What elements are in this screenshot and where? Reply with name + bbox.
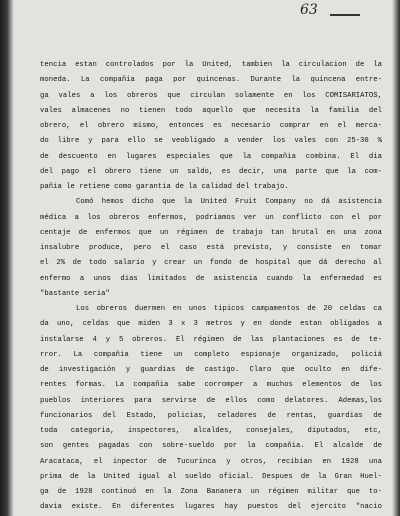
page-number: 63 bbox=[300, 2, 318, 18]
text-line: moneda. La compañia paga por quincenas. Durante la quincena entre- bbox=[40, 76, 382, 85]
text-line: de descuento en lugares especiales que la compañia combina. El dia bbox=[40, 152, 382, 161]
text-line: da uno, celdas que miden 3 x 3 metros y en donde estan obligados a bbox=[40, 320, 382, 329]
text-line: enfermo a unos dias limitados de asistencia cuando la enfermedad es bbox=[40, 274, 382, 283]
text-line: insalubre produce, pero el caso está previsto, y consiste en tomar bbox=[40, 244, 382, 252]
text-line: obrero, el obrero mismo, entonces es necesario comprar en el merca- bbox=[40, 122, 382, 130]
text-line: rror. La compañia tiene un completo espionaje organizado, policiá bbox=[40, 350, 382, 359]
text-line: pueblos interiores para servirse de ellos como delatores. Ademas,los bbox=[40, 396, 382, 405]
text-line: del pago el obrero tiene un saldo, es decir, una parte que la com- bbox=[40, 167, 382, 176]
text-line: ga vales a los obreros que circulan solamente en los COMISARIATOS, bbox=[40, 91, 382, 100]
page-number-underline bbox=[330, 14, 360, 16]
text-line: davia existe. En diferentes lugares hay puestos del ejercito "nacio bbox=[40, 503, 382, 512]
scan-shadow-right bbox=[392, 0, 400, 516]
text-line: toda categoria, inspectores, alcaldes, consejales, diputados, etc, bbox=[40, 427, 382, 435]
text-line: el 2% de todo salario y crear un fondo de hospital que dá derecho al bbox=[40, 259, 382, 268]
scan-shadow-left bbox=[0, 0, 14, 516]
text-line: son gentes pagadas con sobre-sueldo por la compañia. El alcalde de bbox=[40, 442, 382, 451]
text-line: centaje de enfermos que un régimen de trabajo tan brutal en una zona bbox=[40, 228, 382, 237]
text-line: prima de la United igual al sueldo oficial. Despues de la Gran Huel- bbox=[40, 472, 382, 481]
text-line: instalarse 4 y 5 obreros. El régimen de las plantaciones es de te- bbox=[40, 335, 382, 344]
text-line: ga de 1928 continuó en la Zona Bananera un régimen militar que to- bbox=[40, 488, 382, 496]
text-line: funcionarios del Estado, policias, celadores de rentas, guardias de bbox=[40, 411, 382, 420]
text-line: do libre y para ello se veobligado a vender los vales con 25-30 % bbox=[40, 137, 382, 146]
text-line: tencia estan controlados por la United, tambien la circulacion de la bbox=[40, 61, 382, 69]
text-line: vales almacenes no tienen todo aquello que necesita la familia del bbox=[40, 106, 382, 115]
text-line: médica a los obreros enfermos, podriamos ver un conflicto con el por bbox=[40, 213, 382, 222]
text-line: Comó hemos dicho que la United Fruit Company no dá asistencia bbox=[76, 198, 382, 207]
text-line: rentes formas. La compañia sabe corromper a muchos elementos de los bbox=[40, 381, 382, 390]
text-line: "bastante seria" bbox=[40, 289, 110, 298]
text-line: Aracataca, el inpector de Tucurinca y otros, recibian en 1928 una bbox=[40, 457, 382, 466]
typewritten-body bbox=[40, 58, 382, 516]
text-line: Los obreros duermen en unos tipicos campamentos de 20 celdas ca bbox=[76, 305, 382, 313]
text-line: de investigación y guardias de castigo. Claro que oculto en dife- bbox=[40, 366, 382, 374]
text-line: pañia le retiene como garantia de la calidad del trabajo. bbox=[40, 183, 289, 191]
